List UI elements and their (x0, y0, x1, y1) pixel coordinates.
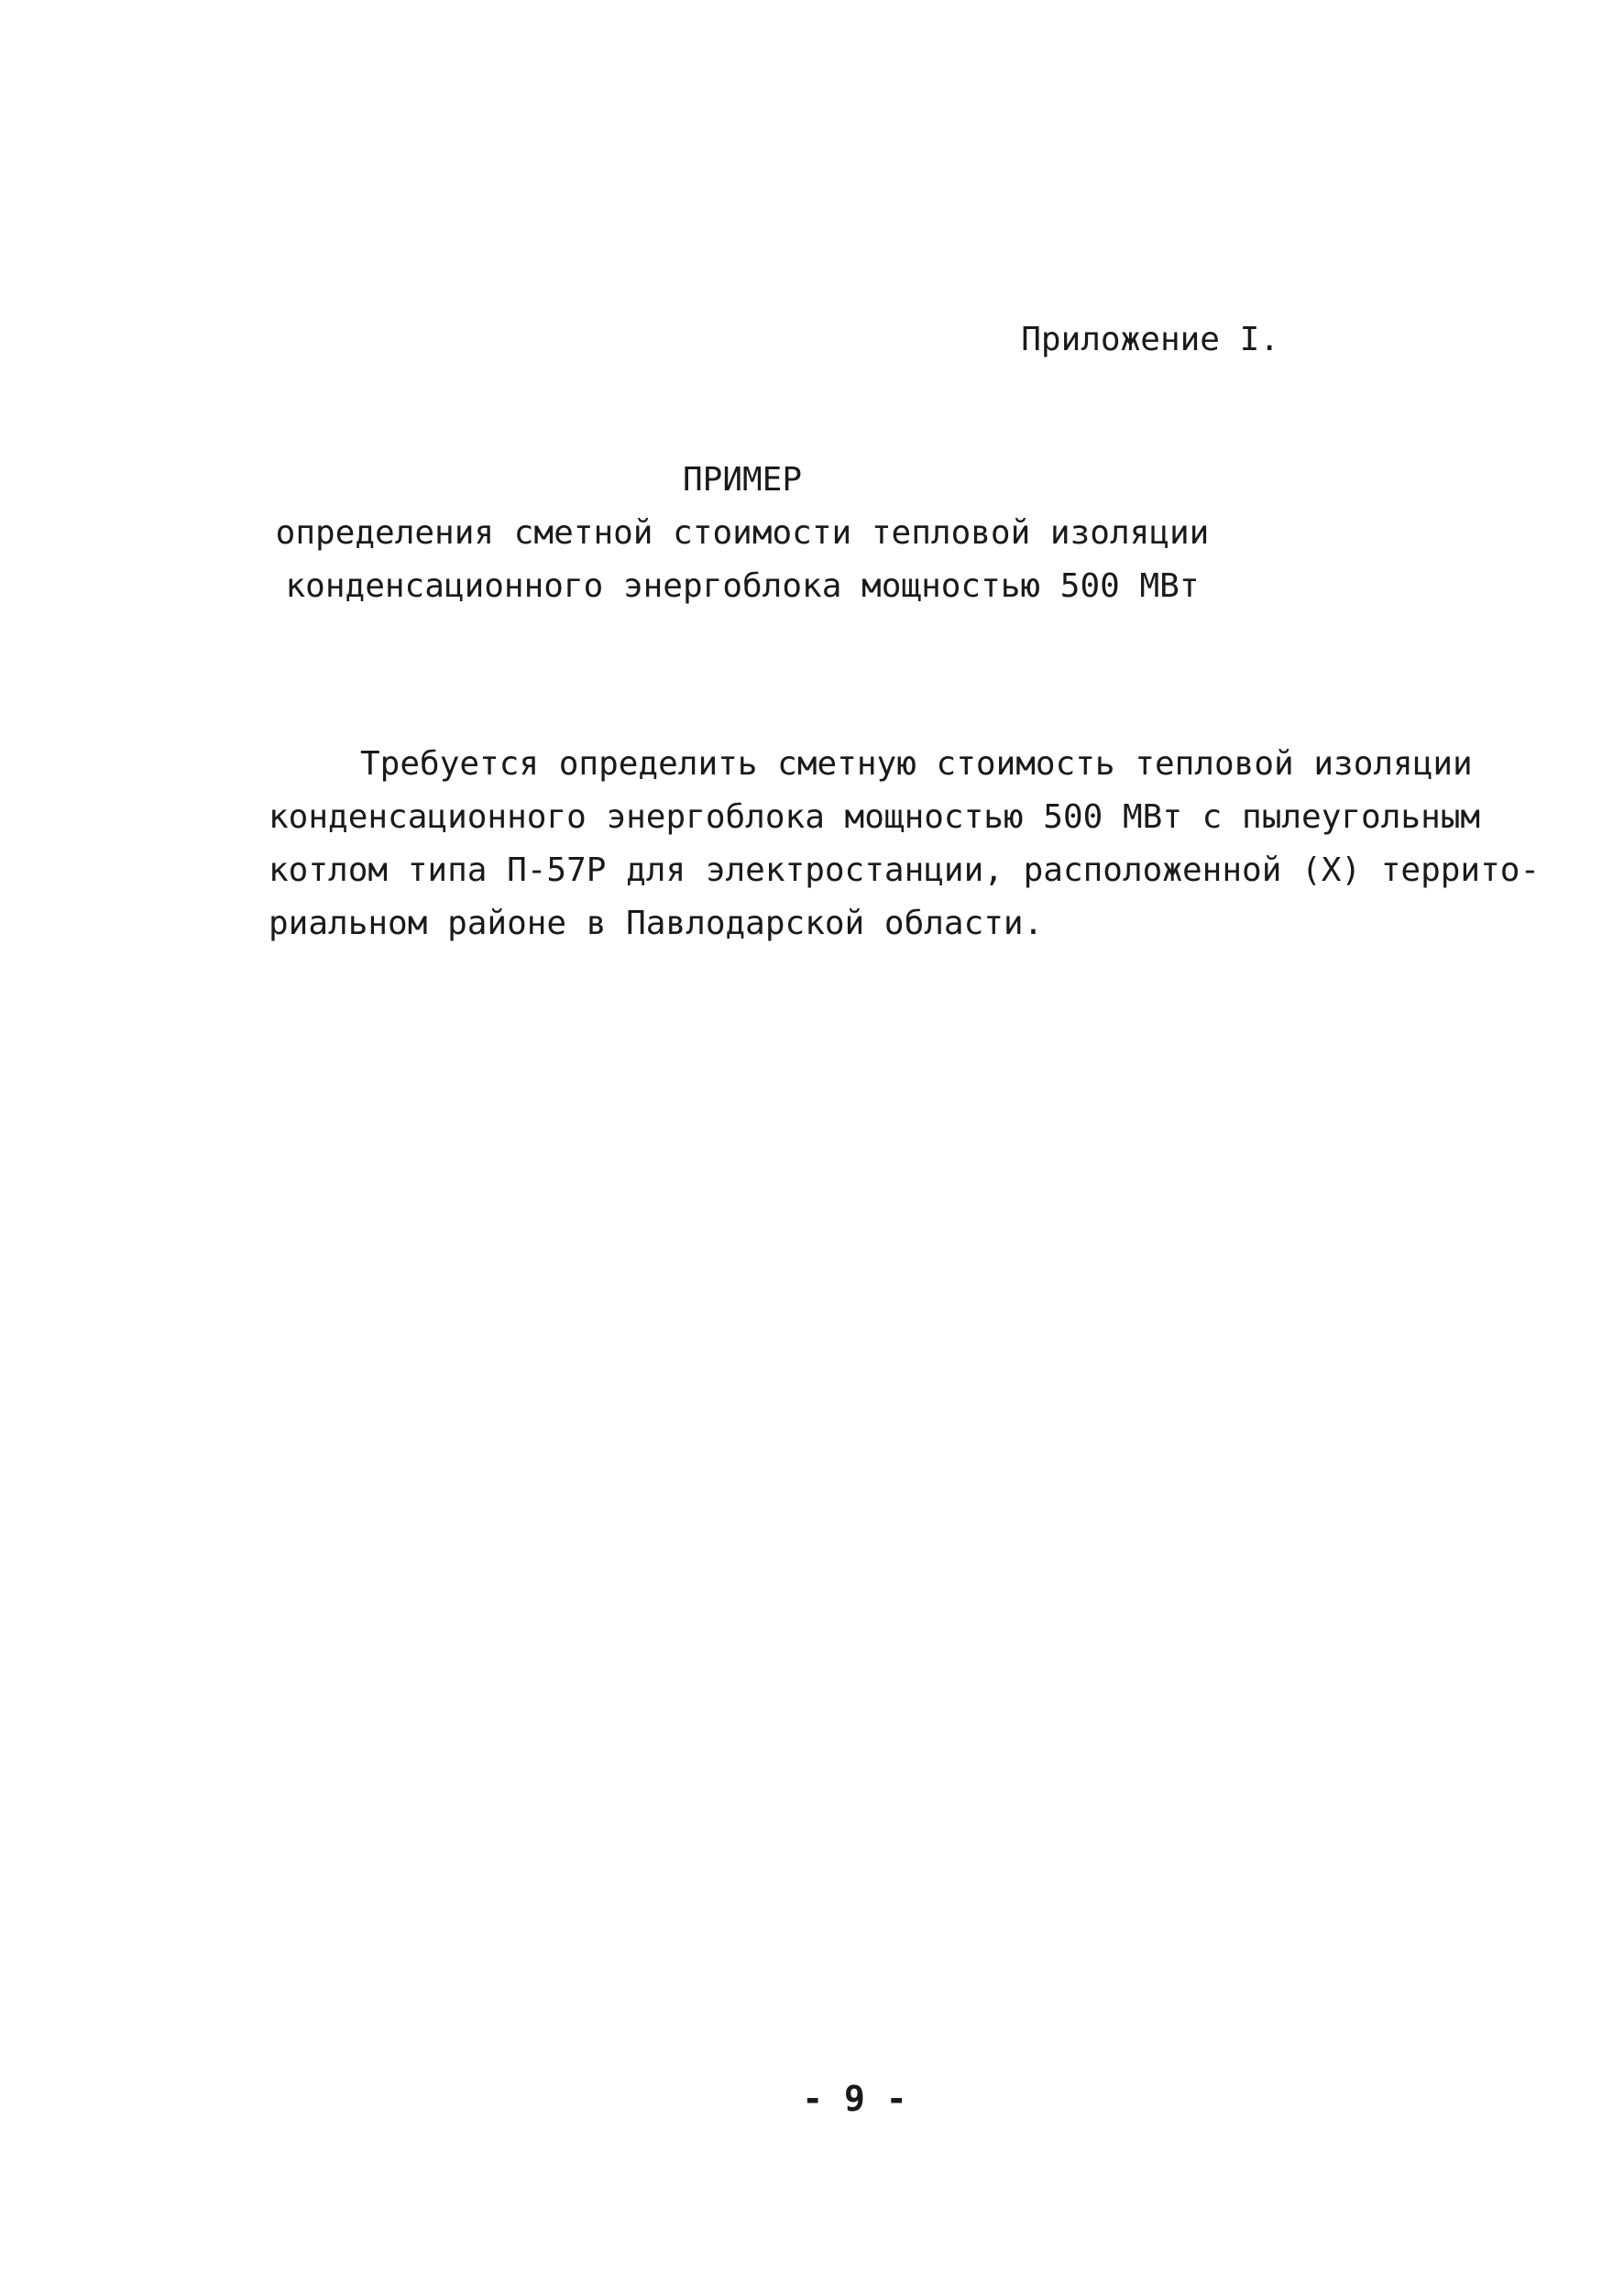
heading-line-2: конденсационного энергоблока мощностью 500 МВт (285, 567, 1200, 605)
heading-line-1: определения сметной стоимости тепловой изоляции (275, 514, 1210, 552)
page-number: - 9 - (802, 2079, 907, 2119)
body-line-4: риальном районе в Павлодарской области. (269, 905, 1044, 942)
body-paragraph (269, 738, 1541, 950)
body-line-2: конденсационного энергоблока мощностью 500 МВт с пылеугольным (269, 798, 1481, 836)
body-line-1: Требуется определить сметную стоимость тепловой изоляции (360, 745, 1473, 783)
heading-title: ПРИМЕР (682, 461, 803, 499)
heading-block (0, 454, 1485, 613)
appendix-label: Приложение I. (1021, 321, 1279, 358)
body-line-3: котлом типа П-57Р для электростанции, расположенной (Х) террито- (269, 851, 1541, 889)
